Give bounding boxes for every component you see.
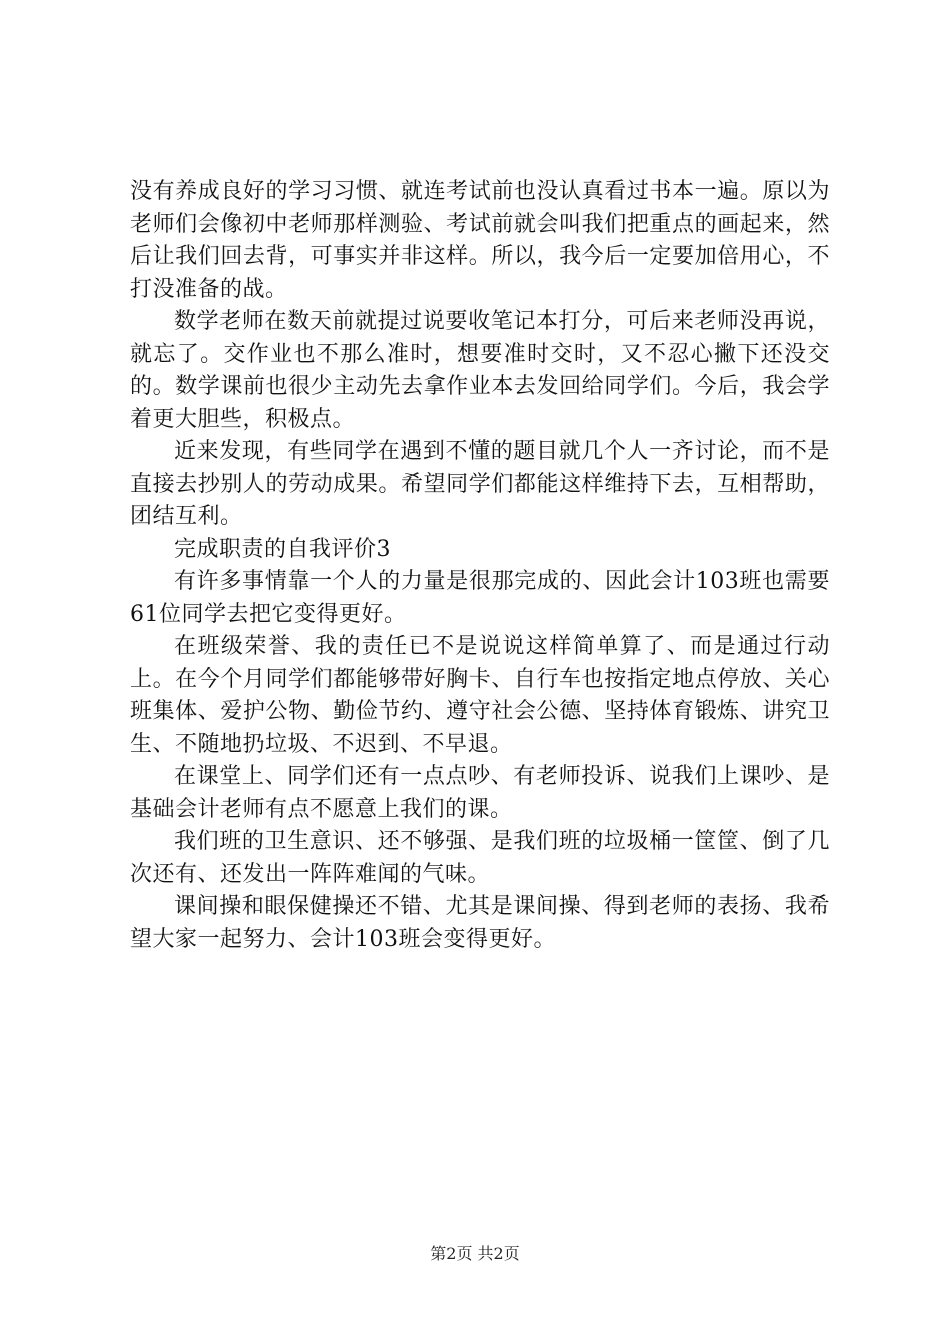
paragraph-continued: 没有养成良好的学习习惯、就连考试前也没认真看过书本一遍。原以为老师们会像初中老师那样测验、考试前就会叫我们把重点的画起来，然后让我们回去背，可事实并非这样。所以，我今后一定要加倍用心，不打没准备的战。 xyxy=(130,179,830,302)
paragraph: 我们班的卫生意识、还不够强、是我们班的垃圾桶一筐筐、倒了几次还有、还发出一阵阵难闻的气味。 xyxy=(130,829,830,887)
paragraph: 近来发现，有些同学在遇到不懂的题目就几个人一齐讨论，而不是直接去抄别人的劳动成果。希望同学们都能这样维持下去，互相帮助，团结互利。 xyxy=(130,439,830,529)
document-body xyxy=(130,176,830,956)
paragraph: 在班级荣誉、我的责任已不是说说这样简单算了、而是通过行动上。在今个月同学们都能够带好胸卡、自行车也按指定地点停放、关心班集体、爱护公物、勤俭节约、遵守社会公德、坚持体育锻炼、讲究卫生、不随地扔垃圾、不迟到、不早退。 xyxy=(130,634,830,757)
paragraph: 课间操和眼保健操还不错、尤其是课间操、得到老师的表扬、我希望大家一起努力、会计103班会变得更好。 xyxy=(130,894,830,952)
paragraph: 在课堂上、同学们还有一点点吵、有老师投诉、说我们上课吵、是基础会计老师有点不愿意上我们的课。 xyxy=(130,764,830,822)
paragraph: 数学老师在数天前就提过说要收笔记本打分，可后来老师没再说，就忘了。交作业也不那么准时，想要准时交时，又不忍心撇下还没交的。数学课前也很少主动先去拿作业本去发回给同学们。今后，我会学着更大胆些，积极点。 xyxy=(130,309,830,432)
page-footer: 第2页 共2页 xyxy=(430,1244,520,1263)
section-heading: 完成职责的自我评价3 xyxy=(174,536,391,562)
paragraph: 有许多事情靠一个人的力量是很那完成的、因此会计103班也需要61位同学去把它变得更好。 xyxy=(130,569,830,627)
